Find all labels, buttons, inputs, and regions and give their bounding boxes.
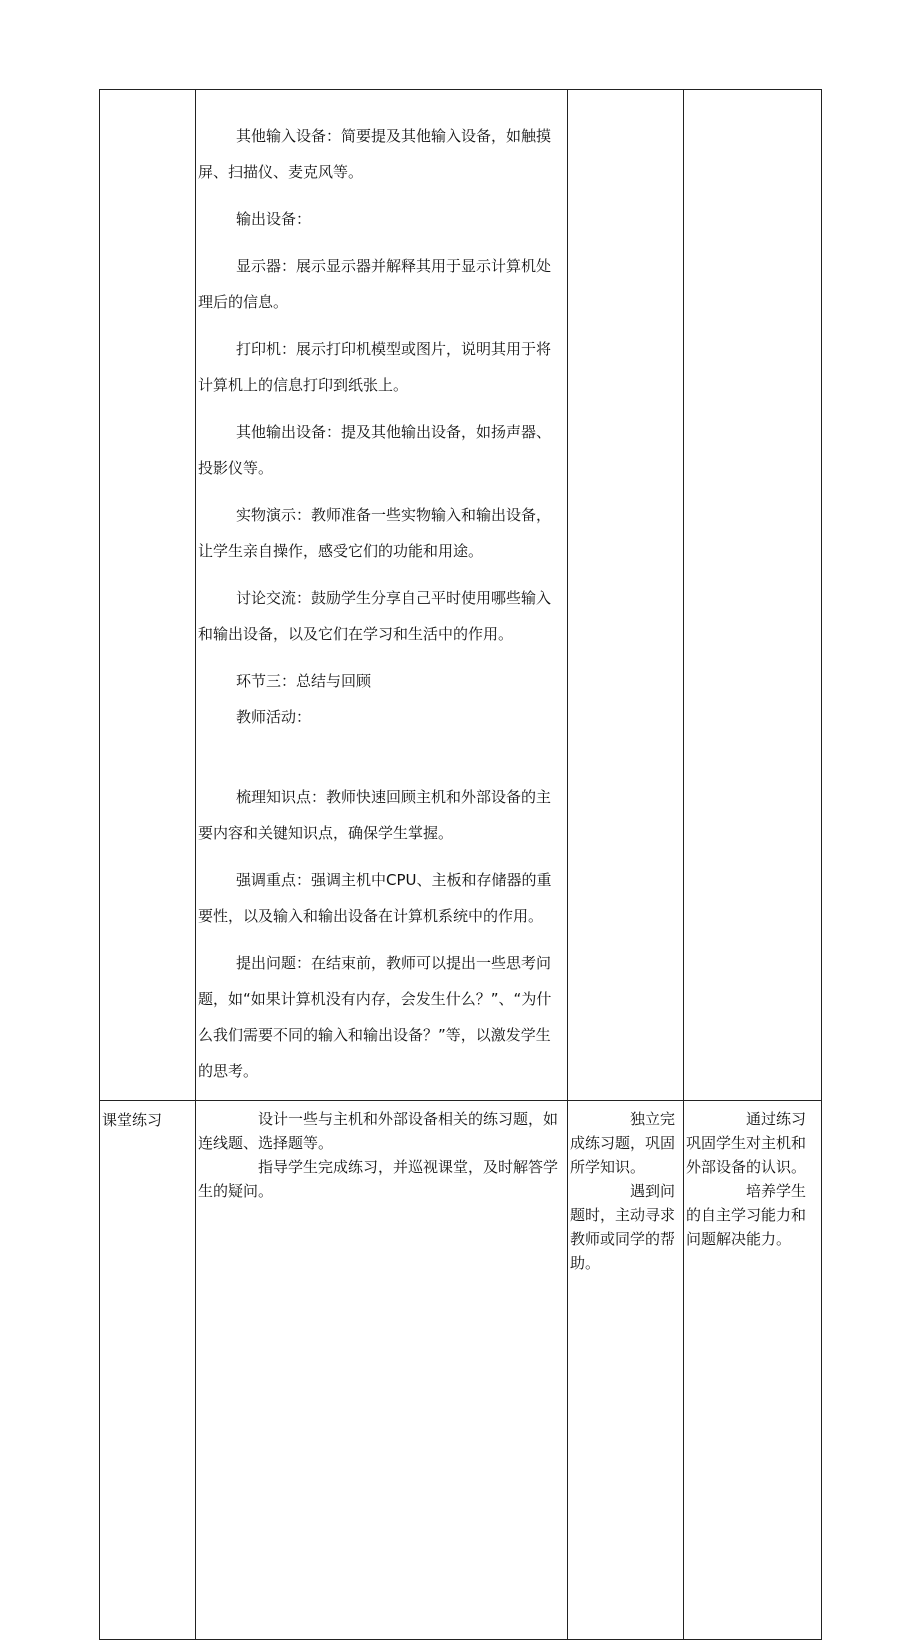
student-activity-cell — [568, 1101, 684, 1640]
paragraph: 显示器：展示显示器并解释其用于显示计算机处理后的信息。 — [198, 257, 552, 311]
paragraph: 输出设备： — [236, 210, 312, 228]
paragraph: 其他输出设备：提及其他输出设备，如扬声器、投影仪等。 — [198, 423, 552, 477]
stage-label-cell — [100, 1101, 196, 1640]
paragraph: 实物演示：教师准备一些实物输入和输出设备，让学生亲自操作，感受它们的功能和用途。 — [198, 506, 552, 560]
paragraph: 独立完成练习题，巩固所学知识。 — [570, 1110, 676, 1176]
student-activity-cell — [568, 90, 684, 1101]
design-purpose-cell — [684, 90, 822, 1101]
table-row — [100, 1101, 822, 1640]
stage-label: 课堂练习 — [102, 1111, 163, 1129]
paragraph: 指导学生完成练习，并巡视课堂，及时解答学生的疑问。 — [198, 1158, 559, 1200]
paragraph: 强调重点：强调主机中CPU、主板和存储器的重要性，以及输入和输出设备在计算机系统中的作用。 — [198, 871, 552, 925]
paragraph: 提出问题：在结束前，教师可以提出一些思考问题，如“如果计算机没有内存，会发生什么？”、“为什么我们需要不同的输入和输出设备？”等，以激发学生的思考。 — [198, 954, 552, 1080]
teacher-activity-cell — [196, 90, 568, 1101]
paragraph: 教师活动： — [236, 708, 312, 726]
paragraph: 遇到问题时，主动寻求教师或同学的帮助。 — [570, 1182, 676, 1272]
paragraph: 设计一些与主机和外部设备相关的练习题，如连线题、选择题等。 — [198, 1110, 559, 1152]
table-row — [100, 90, 822, 1101]
lesson-plan-table — [99, 89, 822, 1640]
paragraph: 培养学生的自主学习能力和问题解决能力。 — [686, 1182, 807, 1248]
paragraph: 通过练习巩固学生对主机和外部设备的认识。 — [686, 1110, 807, 1176]
section-heading: 环节三：总结与回顾 — [236, 672, 372, 690]
paragraph: 讨论交流：鼓励学生分享自己平时使用哪些输入和输出设备，以及它们在学习和生活中的作用。 — [198, 589, 552, 643]
paragraph: 其他输入设备：简要提及其他输入设备，如触摸屏、扫描仪、麦克风等。 — [198, 127, 552, 181]
stage-label-cell — [100, 90, 196, 1101]
design-purpose-cell — [684, 1101, 822, 1640]
teacher-activity-cell — [196, 1101, 568, 1640]
paragraph: 打印机：展示打印机模型或图片，说明其用于将计算机上的信息打印到纸张上。 — [198, 340, 552, 394]
paragraph: 梳理知识点：教师快速回顾主机和外部设备的主要内容和关键知识点，确保学生掌握。 — [198, 788, 552, 842]
